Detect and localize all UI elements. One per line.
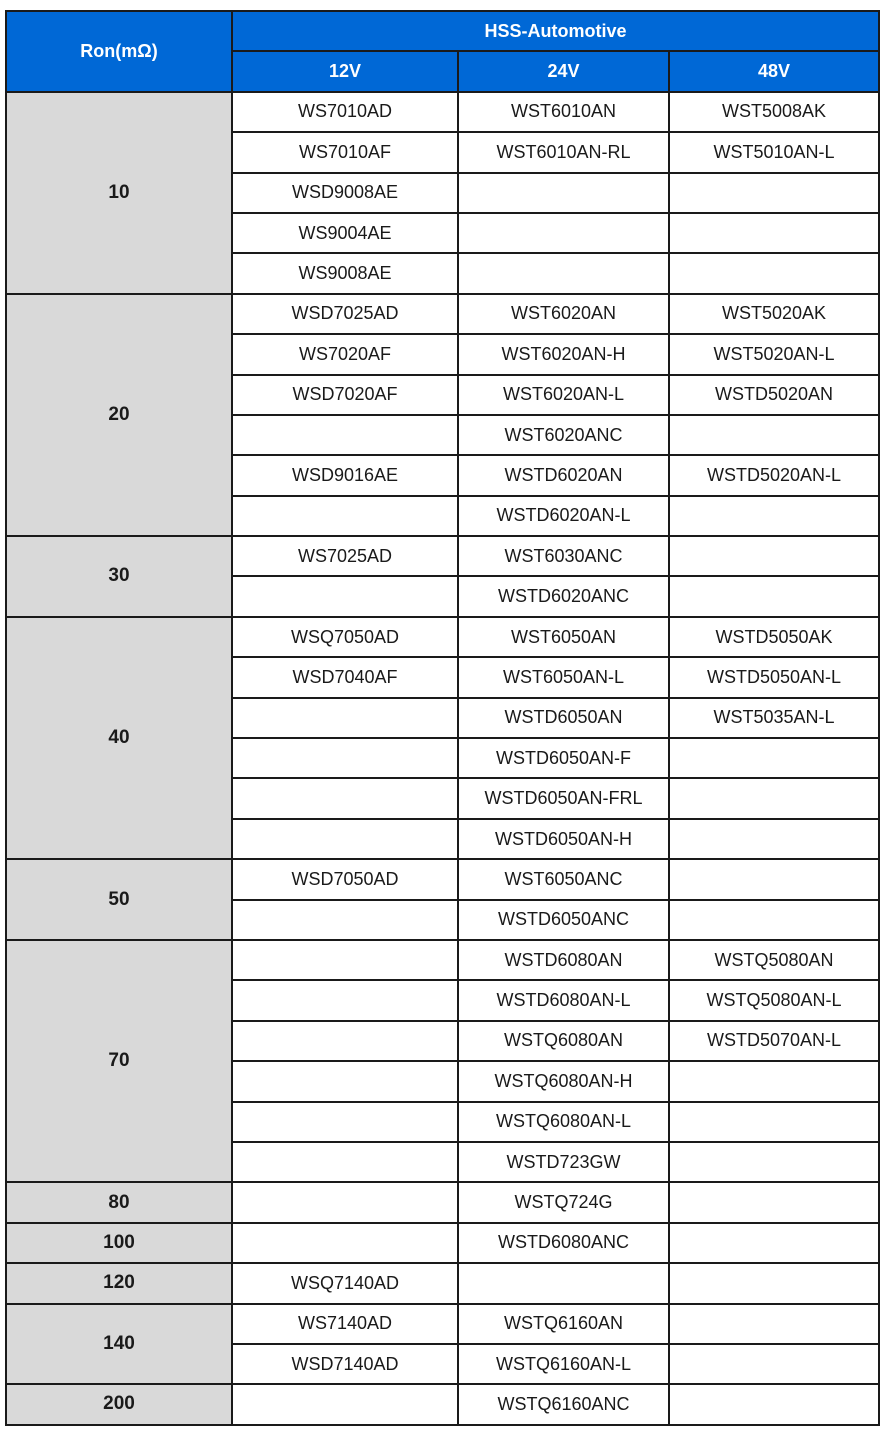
part-cell-48v <box>669 900 879 940</box>
part-cell-12v <box>232 1223 458 1263</box>
table-row <box>6 92 879 132</box>
part-cell-12v: WSD7040AF <box>232 657 458 697</box>
part-cell-24v: WSTD723GW <box>458 1142 669 1182</box>
part-cell-12v: WSD7140AD <box>232 1344 458 1384</box>
part-cell-48v <box>669 1142 879 1182</box>
part-cell-48v <box>669 1182 879 1222</box>
ron-value-cell: 40 <box>6 617 232 859</box>
part-cell-24v: WSTD6080AN <box>458 940 669 980</box>
part-cell-48v <box>669 859 879 899</box>
part-cell-24v <box>458 253 669 293</box>
part-cell-48v <box>669 1344 879 1384</box>
part-cell-12v <box>232 698 458 738</box>
part-cell-12v: WS7010AF <box>232 132 458 172</box>
part-cell-12v <box>232 738 458 778</box>
part-cell-12v: WSQ7050AD <box>232 617 458 657</box>
ron-value-cell: 50 <box>6 859 232 940</box>
part-cell-12v <box>232 1061 458 1101</box>
table-header <box>6 11 879 92</box>
part-cell-48v: WST5008AK <box>669 92 879 132</box>
part-cell-24v: WST6050AN <box>458 617 669 657</box>
part-cell-12v <box>232 980 458 1020</box>
part-cell-48v: WST5020AN-L <box>669 334 879 374</box>
table-row <box>6 617 879 657</box>
part-cell-48v: WST5035AN-L <box>669 698 879 738</box>
table-row <box>6 859 879 899</box>
part-cell-12v <box>232 1021 458 1061</box>
ron-value-cell: 200 <box>6 1384 232 1424</box>
part-cell-24v <box>458 213 669 253</box>
part-cell-24v: WSTD6080AN-L <box>458 980 669 1020</box>
voltage-header-12v: 12V <box>232 51 458 91</box>
part-cell-48v <box>669 496 879 536</box>
part-cell-24v: WSTD6050AN-FRL <box>458 778 669 818</box>
part-cell-48v <box>669 1384 879 1424</box>
part-cell-12v <box>232 1102 458 1142</box>
part-cell-48v <box>669 213 879 253</box>
part-cell-24v: WST6050ANC <box>458 859 669 899</box>
part-cell-24v: WSTD6050AN-H <box>458 819 669 859</box>
part-cell-48v <box>669 536 879 576</box>
part-cell-24v: WSTQ6160AN <box>458 1304 669 1344</box>
part-cell-48v: WSTQ5080AN-L <box>669 980 879 1020</box>
ron-column-header: Ron(mΩ) <box>6 11 232 92</box>
part-cell-12v <box>232 1142 458 1182</box>
part-cell-48v: WSTD5020AN-L <box>669 455 879 495</box>
part-cell-12v: WS7140AD <box>232 1304 458 1344</box>
part-cell-24v: WSTQ6080AN-L <box>458 1102 669 1142</box>
part-cell-12v <box>232 940 458 980</box>
part-cell-48v <box>669 173 879 213</box>
part-cell-24v: WSTQ6160AN-L <box>458 1344 669 1384</box>
part-cell-12v <box>232 819 458 859</box>
hss-automotive-group-header: HSS-Automotive <box>232 11 879 51</box>
part-cell-12v <box>232 415 458 455</box>
ron-value-cell: 140 <box>6 1304 232 1385</box>
ron-value-cell: 30 <box>6 536 232 617</box>
part-cell-24v: WST6020AN-H <box>458 334 669 374</box>
ron-value-cell: 10 <box>6 92 232 294</box>
part-cell-48v: WSTD5050AN-L <box>669 657 879 697</box>
part-cell-48v <box>669 819 879 859</box>
part-cell-48v <box>669 1304 879 1344</box>
part-cell-12v: WSD9008AE <box>232 173 458 213</box>
part-cell-48v: WST5020AK <box>669 294 879 334</box>
part-cell-24v: WSTD6050ANC <box>458 900 669 940</box>
part-cell-48v: WSTD5050AK <box>669 617 879 657</box>
part-cell-24v: WSTD6020AN-L <box>458 496 669 536</box>
table-row <box>6 1263 879 1303</box>
table-row <box>6 1304 879 1344</box>
voltage-header-24v: 24V <box>458 51 669 91</box>
part-cell-24v: WSTD6020ANC <box>458 576 669 616</box>
part-cell-12v: WSD7020AF <box>232 375 458 415</box>
table-row <box>6 1223 879 1263</box>
part-cell-24v: WSTD6080ANC <box>458 1223 669 1263</box>
part-cell-48v <box>669 253 879 293</box>
part-cell-48v: WST5010AN-L <box>669 132 879 172</box>
part-cell-24v: WST6030ANC <box>458 536 669 576</box>
part-cell-48v <box>669 738 879 778</box>
hss-automotive-table <box>5 10 880 1426</box>
table-body <box>6 92 879 1425</box>
part-cell-48v: WSTD5020AN <box>669 375 879 415</box>
part-cell-48v: WSTD5070AN-L <box>669 1021 879 1061</box>
table-row <box>6 940 879 980</box>
part-cell-24v: WST6020ANC <box>458 415 669 455</box>
part-cell-48v <box>669 1263 879 1303</box>
ron-value-cell: 80 <box>6 1182 232 1222</box>
part-cell-48v <box>669 415 879 455</box>
part-cell-12v <box>232 496 458 536</box>
table-row <box>6 1182 879 1222</box>
part-cell-24v: WST6050AN-L <box>458 657 669 697</box>
part-cell-24v: WSTD6050AN <box>458 698 669 738</box>
part-cell-12v: WSQ7140AD <box>232 1263 458 1303</box>
part-cell-24v <box>458 173 669 213</box>
header-row-group <box>6 11 879 51</box>
part-cell-48v <box>669 1102 879 1142</box>
voltage-header-48v: 48V <box>669 51 879 91</box>
part-cell-48v <box>669 778 879 818</box>
part-cell-12v: WSD9016AE <box>232 455 458 495</box>
part-cell-24v: WST6010AN-RL <box>458 132 669 172</box>
part-cell-24v: WSTD6020AN <box>458 455 669 495</box>
part-cell-12v: WS9004AE <box>232 213 458 253</box>
ron-value-cell: 100 <box>6 1223 232 1263</box>
part-cell-48v <box>669 1061 879 1101</box>
ron-value-cell: 120 <box>6 1263 232 1303</box>
table-row <box>6 536 879 576</box>
part-cell-24v: WSTQ6080AN-H <box>458 1061 669 1101</box>
ron-value-cell: 20 <box>6 294 232 536</box>
part-cell-12v: WS7025AD <box>232 536 458 576</box>
part-cell-12v <box>232 576 458 616</box>
part-cell-12v <box>232 1384 458 1424</box>
part-cell-24v: WSTQ6080AN <box>458 1021 669 1061</box>
part-cell-12v: WSD7050AD <box>232 859 458 899</box>
part-cell-24v: WST6020AN <box>458 294 669 334</box>
part-cell-24v <box>458 1263 669 1303</box>
table-row <box>6 294 879 334</box>
part-cell-48v: WSTQ5080AN <box>669 940 879 980</box>
part-cell-12v <box>232 900 458 940</box>
part-cell-24v: WST6010AN <box>458 92 669 132</box>
part-cell-12v: WS7010AD <box>232 92 458 132</box>
part-cell-48v <box>669 1223 879 1263</box>
ron-value-cell: 70 <box>6 940 232 1182</box>
part-cell-12v <box>232 778 458 818</box>
table-row <box>6 1384 879 1424</box>
part-cell-24v: WSTD6050AN-F <box>458 738 669 778</box>
part-cell-12v: WS7020AF <box>232 334 458 374</box>
part-cell-12v: WSD7025AD <box>232 294 458 334</box>
part-cell-24v: WSTQ6160ANC <box>458 1384 669 1424</box>
part-cell-12v: WS9008AE <box>232 253 458 293</box>
part-cell-48v <box>669 576 879 616</box>
part-cell-12v <box>232 1182 458 1222</box>
part-cell-24v: WST6020AN-L <box>458 375 669 415</box>
part-cell-24v: WSTQ724G <box>458 1182 669 1222</box>
